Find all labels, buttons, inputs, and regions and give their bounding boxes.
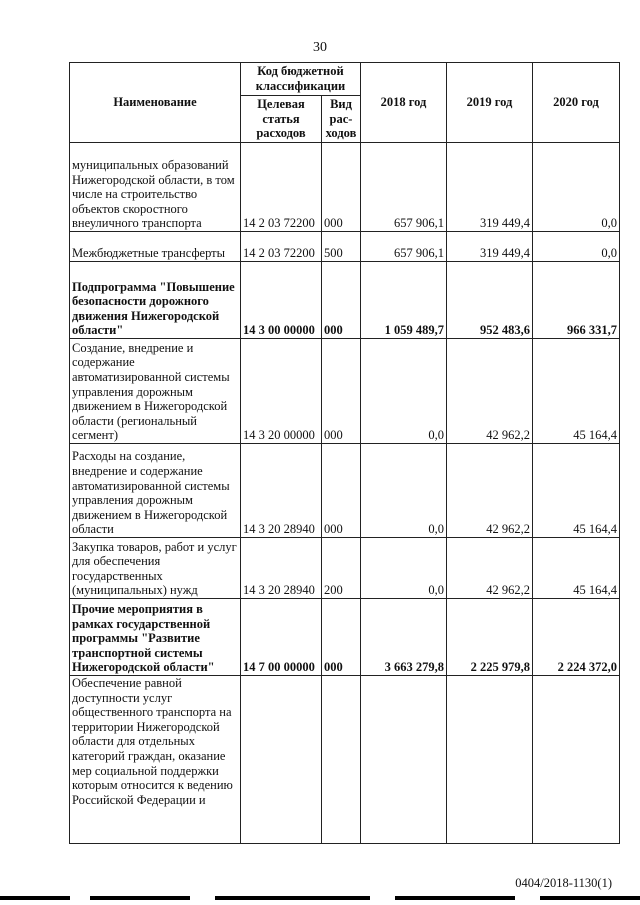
row-name: Расходы на создание, внедрение и содержание автоматизированной системы управления дорожным движением в Нижегородской области [70, 444, 241, 538]
row-code: 14 2 03 72200 [241, 232, 322, 262]
row-2019: 2 225 979,8 [447, 599, 533, 676]
row-name: Создание, внедрение и содержание автоматизированной системы управления дорожным движением в Нижегородской области (региональный сегмент) [70, 339, 241, 444]
row-2019: 319 449,4 [447, 143, 533, 232]
row-type: 000 [322, 143, 361, 232]
row-2018: 657 906,1 [361, 143, 447, 232]
row-2020: 0,0 [533, 232, 620, 262]
scan-edge-mark [90, 896, 190, 900]
row-name: Закупка товаров, работ и услуг для обеспечения государственных (муниципальных) нужд [70, 538, 241, 599]
row-name: Межбюджетные трансферты [70, 232, 241, 262]
row-2020: 45 164,4 [533, 444, 620, 538]
row-2020: 45 164,4 [533, 339, 620, 444]
header-year-2020: 2020 год [533, 63, 620, 143]
scan-edge-mark [395, 896, 515, 900]
row-type: 000 [322, 444, 361, 538]
table-row [70, 676, 620, 844]
table-row [70, 538, 620, 599]
header-expense-type: Вид рас-ходов [322, 96, 361, 143]
table-row-subtotal [70, 599, 620, 676]
table-row [70, 444, 620, 538]
row-name: Подпрограмма "Повышение безопасности дорожного движения Нижегородской области" [70, 262, 241, 339]
row-2019: 952 483,6 [447, 262, 533, 339]
row-type: 000 [322, 339, 361, 444]
header-year-2018: 2018 год [361, 63, 447, 143]
row-code: 14 7 00 00000 [241, 599, 322, 676]
scan-edge-mark [0, 896, 70, 900]
row-2020: 966 331,7 [533, 262, 620, 339]
row-type: 200 [322, 538, 361, 599]
row-name: Прочие мероприятия в рамках государственной программы "Развитие транспортной системы Нижегородской области" [70, 599, 241, 676]
row-code: 14 3 00 00000 [241, 262, 322, 339]
header-year-2019: 2019 год [447, 63, 533, 143]
row-2018: 657 906,1 [361, 232, 447, 262]
row-type [322, 676, 361, 844]
row-2018: 0,0 [361, 444, 447, 538]
document-code: 0404/2018-1130(1) [515, 876, 612, 890]
row-2018: 0,0 [361, 538, 447, 599]
row-2019: 42 962,2 [447, 538, 533, 599]
row-2018: 1 059 489,7 [361, 262, 447, 339]
row-2018: 3 663 279,8 [361, 599, 447, 676]
row-code: 14 2 03 72200 [241, 143, 322, 232]
row-code: 14 3 20 00000 [241, 339, 322, 444]
row-type: 500 [322, 232, 361, 262]
budget-table [69, 62, 620, 844]
header-target-article: Целевая статья расходов [241, 96, 322, 143]
row-code: 14 3 20 28940 [241, 444, 322, 538]
row-2020: 0,0 [533, 143, 620, 232]
row-type: 000 [322, 262, 361, 339]
row-name: муниципальных образований Нижегородской области, в том числе на строительство объектов скоростного внеуличного транспорта [70, 143, 241, 232]
table-row-subtotal [70, 262, 620, 339]
page-number: 30 [313, 40, 327, 55]
row-2019: 319 449,4 [447, 232, 533, 262]
scan-edge-mark [215, 896, 370, 900]
row-2020: 2 224 372,0 [533, 599, 620, 676]
row-code [241, 676, 322, 844]
row-2020: 45 164,4 [533, 538, 620, 599]
table-row [70, 339, 620, 444]
row-2018: 0,0 [361, 339, 447, 444]
row-2019: 42 962,2 [447, 444, 533, 538]
row-code: 14 3 20 28940 [241, 538, 322, 599]
table-row [70, 232, 620, 262]
row-2019: 42 962,2 [447, 339, 533, 444]
row-2019 [447, 676, 533, 844]
row-type: 000 [322, 599, 361, 676]
header-budget-code: Код бюджетной классификации [241, 63, 361, 96]
row-2020 [533, 676, 620, 844]
header-name: Наименование [70, 63, 241, 143]
table-row [70, 143, 620, 232]
scan-edge-mark [540, 896, 640, 900]
row-2018 [361, 676, 447, 844]
row-name: Обеспечение равной доступности услуг общественного транспорта на территории Нижегородской области для отдельных категорий граждан, оказание мер социальной поддержки которым относится к ведению Российской Федерации и [70, 676, 241, 844]
